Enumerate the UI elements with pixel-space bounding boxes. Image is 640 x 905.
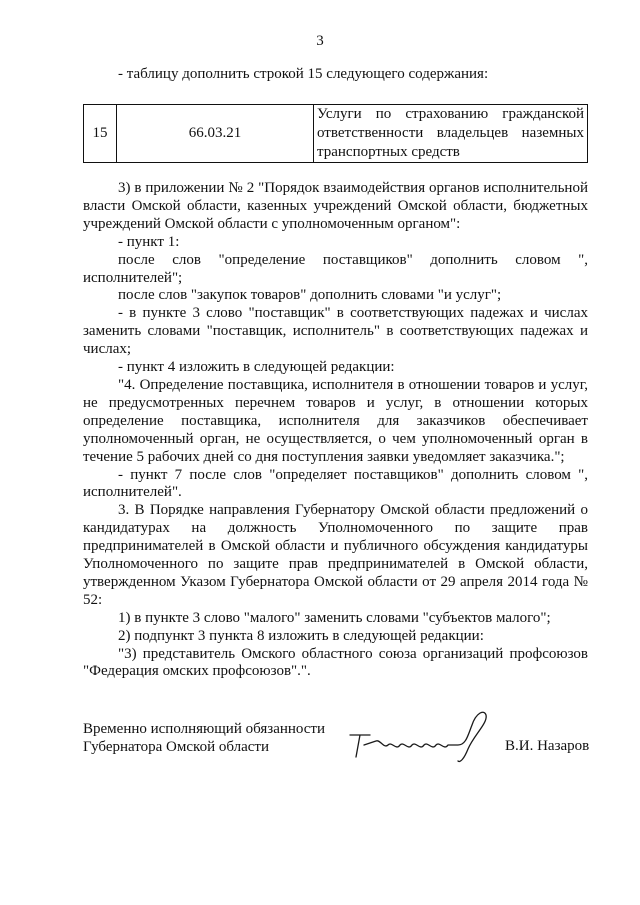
table-row [84,105,588,163]
paragraph-after-words-suppliers: после слов "определение поставщиков" дополнить словом ", исполнителей"; [83,251,588,286]
paragraph-appendix-2: 3) в приложении № 2 "Порядок взаимодействия органов исполнительной власти Омской области, казенных учреждений Омской области, бюджетных учреждений Омской области с уполномоченным органом": [83,180,588,232]
code-cell: 66.03.21 [117,105,314,163]
page-number: 3 [316,33,324,49]
handwritten-signature [340,705,500,765]
signatory-position [83,720,325,756]
paragraph-item-3: - в пункте 3 слово "поставщик" в соответствующих падежах и числах заменить словами "поставщик, исполнитель" в соответствующих падежах и числах; [83,305,588,358]
paragraph-section-3: 3. В Порядке направления Губернатору Омской области предложений о кандидатурах на должность Уполномоченного по защите прав предпринимателей в Омской области и публичного обсуждения кандидатуры Уполномоченного по защите прав предпринимателей в Омской области, утвержденном Указом Губернатора Омской области от 29 апреля 2014 года № 52: [83,502,588,608]
row-number-cell: 15 [84,105,117,163]
document-body [83,180,588,681]
paragraph-subitem-2-text: "3) представитель Омского областного союза организаций профсоюзов "Федерация омских профсоюзов".". [83,645,588,680]
paragraph-item-4-text: "4. Определение поставщика, исполнителя в отношении товаров и услуг, не предусмотренных перечнем товаров и услуг, в отношении которых определение поставщика, исполнителя для заказчиков обеспечивает уполномоченный орган, не осуществляется, о чем уполномоченный орган в течение 5 рабочих дней со дня поступления заявки уведомляет заказчика."; [83,376,588,465]
paragraph-after-words-purchases: после слов "закупок товаров" дополнить словами "и услуг"; [118,287,502,304]
intro-line: - таблицу дополнить строкой 15 следующего содержания: [118,66,489,82]
description-cell: Услуги по страхованию гражданской ответственности владельцев наземных транспортных средств [314,105,588,163]
position-line-2: Губернатора Омской области [83,739,269,755]
paragraph-item-7: - пункт 7 после слов "определяет поставщиков" дополнить словом ", исполнителей". [83,466,588,501]
signatory-name: В.И. Назаров [505,738,590,754]
paragraph-item-1: - пункт 1: [118,233,180,250]
position-line-1: Временно исполняющий обязанности [83,721,326,737]
paragraph-item-4-intro: - пункт 4 изложить в следующей редакции: [118,359,395,376]
inserted-table-row [83,104,588,163]
paragraph-subitem-2: 2) подпункт 3 пункта 8 изложить в следующей редакции: [118,627,484,644]
paragraph-subitem-1: 1) в пункте 3 слово "малого" заменить словами "субъектов малого"; [118,609,551,626]
